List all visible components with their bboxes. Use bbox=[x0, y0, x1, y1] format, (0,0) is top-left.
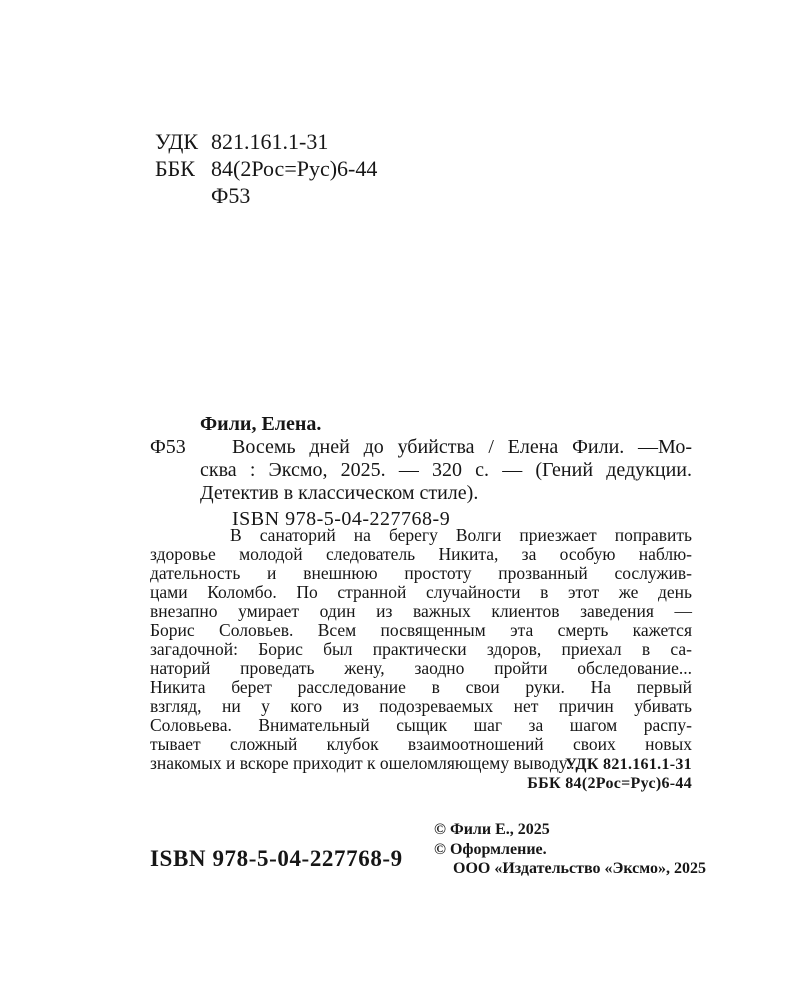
isbn-card: ISBN 978-5-04-227768-9 bbox=[232, 508, 451, 530]
annotation-line: цами Коломбо. По странной случайности в этот же день bbox=[150, 582, 692, 602]
classification-codes-top bbox=[155, 128, 377, 209]
annotation-line: загадочной: Борис был практически здоров, приехал в са- bbox=[150, 639, 692, 659]
bbk-value: 84(2Рос=Рус)6-44 bbox=[211, 156, 378, 181]
annotation-line: внезапно умирает один из важных клиентов заведения — bbox=[150, 601, 692, 621]
udk-right: УДК 821.161.1-31 bbox=[565, 756, 692, 773]
isbn-footer: ISBN 978-5-04-227768-9 bbox=[150, 846, 403, 871]
copyright-line: © Фили Е., 2025 bbox=[434, 821, 550, 838]
annotation-line: тывает сложный клубок взаимоотношений своих новых bbox=[150, 734, 692, 754]
annotation-line: Борис Соловьев. Всем посвященным эта смерть кажется bbox=[150, 620, 692, 640]
bbk-right: ББК 84(2Рос=Рус)6-44 bbox=[527, 775, 692, 792]
copyright-line: © Оформление. bbox=[434, 840, 547, 858]
udk-value: 821.161.1-31 bbox=[211, 129, 329, 154]
annotation-line: Никита берет расследование в свои руки. На первый bbox=[150, 677, 692, 697]
classification-codes-right bbox=[527, 755, 692, 793]
annotation-line: дательность и внешнюю простоту прозванный сослужив- bbox=[150, 563, 692, 583]
annotation-line: наторий проведать жену, заодно пройти обследование... bbox=[150, 658, 692, 678]
annotation-line: Соловьева. Внимательный сыщик шаг за шагом распу- bbox=[150, 715, 692, 735]
catalog-card bbox=[150, 413, 692, 531]
bibliographic-description bbox=[150, 436, 692, 531]
udk-label: УДК bbox=[155, 129, 199, 154]
copyright-line: ООО «Издательство «Эксмо», 2025 bbox=[453, 860, 706, 877]
author-sign-spacer bbox=[155, 182, 211, 209]
annotation-paragraph bbox=[150, 526, 692, 773]
author-heading: Фили, Елена. bbox=[200, 413, 322, 435]
udk-row bbox=[155, 128, 377, 155]
bib-line: сква : Эксмо, 2025. — 320 с. — (Гений дедукции. bbox=[200, 459, 692, 481]
annotation-line: В санаторий на берегу Волги приезжает поправить bbox=[230, 525, 692, 545]
author-sign-row bbox=[155, 182, 377, 209]
annotation-line: знакомых и вскоре приходит к ошеломляющему выводу... bbox=[150, 753, 579, 773]
author-sign: Ф53 bbox=[211, 183, 251, 208]
copyright-block bbox=[434, 820, 706, 879]
bbk-row bbox=[155, 155, 377, 182]
bib-line: Детектив в классическом стиле). bbox=[200, 482, 479, 504]
bib-line: Восемь дней до убийства / Елена Фили. —Мо- bbox=[232, 436, 692, 458]
annotation-line: здоровье молодой следователь Никита, за особую наблю- bbox=[150, 544, 692, 564]
bbk-label: ББК bbox=[155, 156, 195, 181]
annotation-line: взгляд, ни у кого из подозреваемых нет причин убивать bbox=[150, 696, 692, 716]
card-author-sign: Ф53 bbox=[150, 436, 186, 458]
